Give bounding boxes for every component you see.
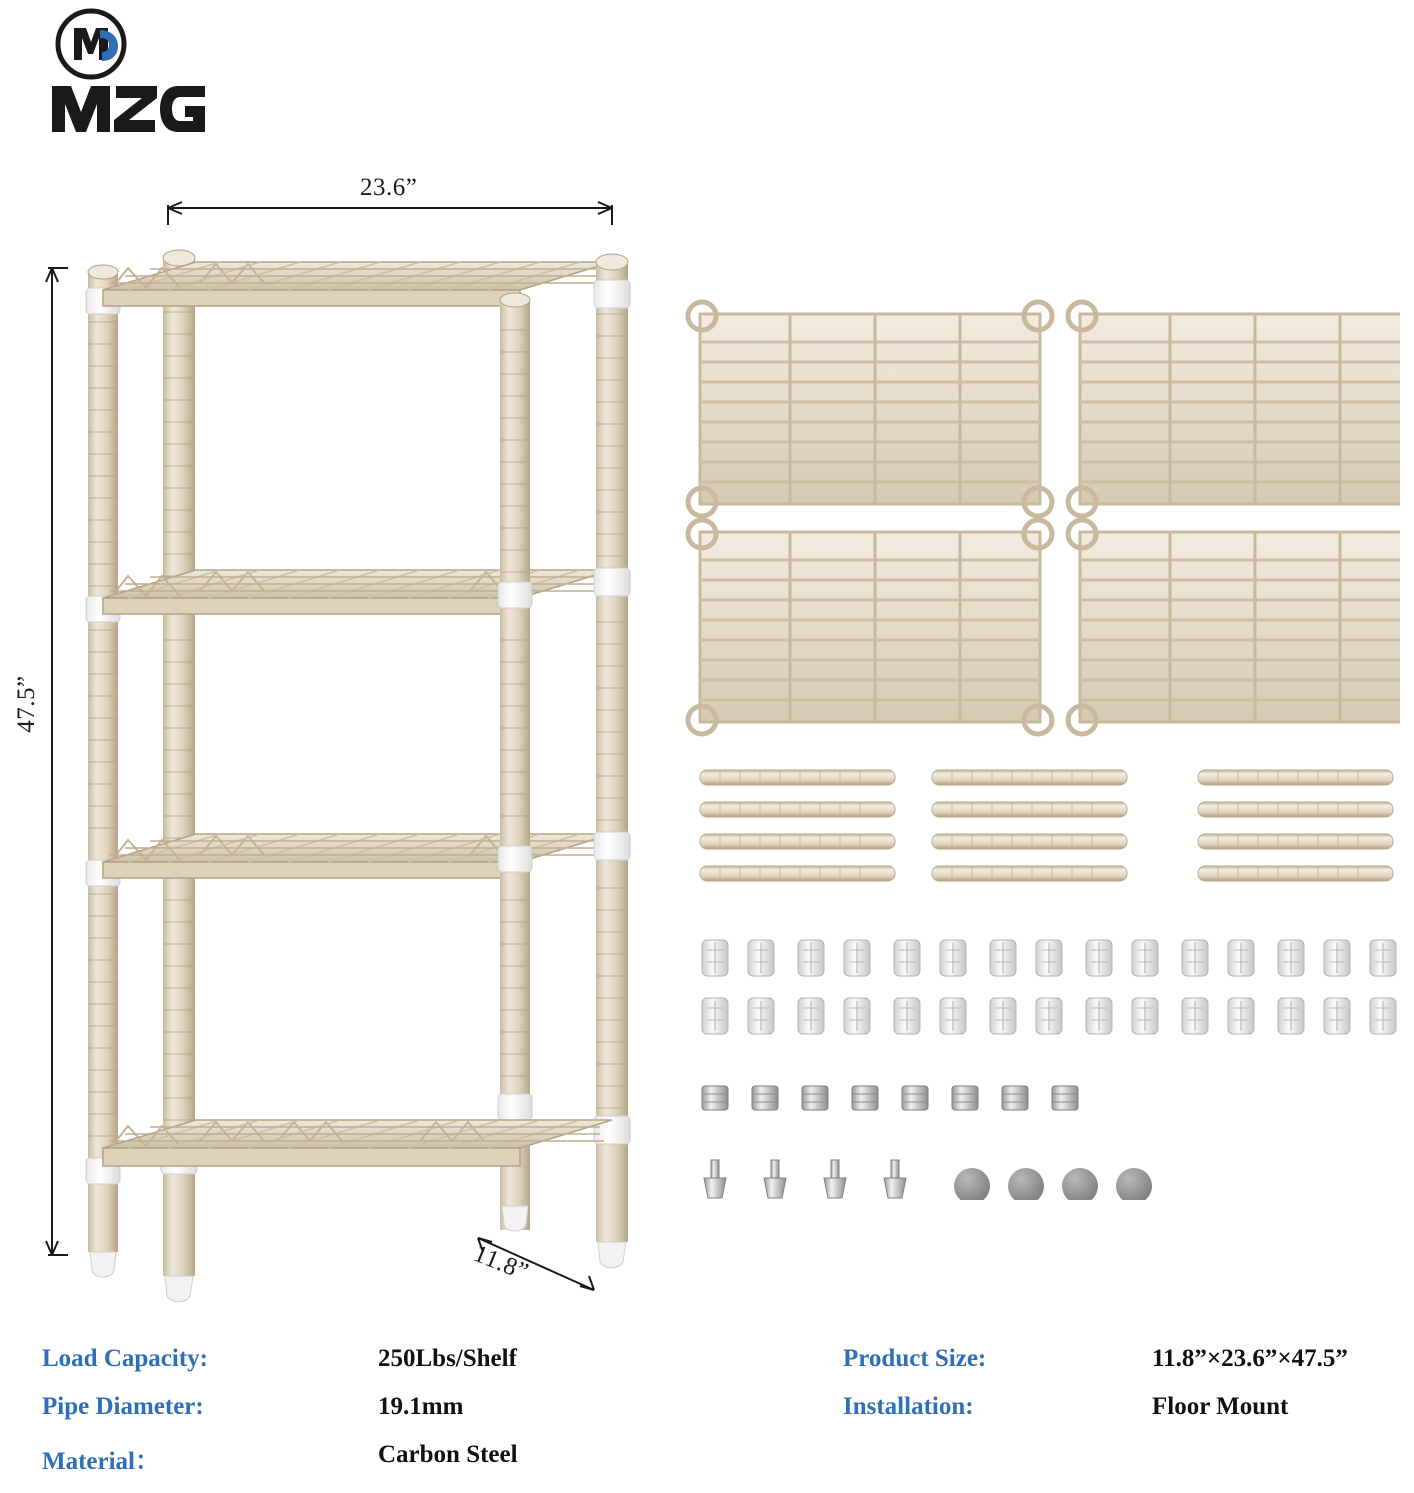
spec-value-material: Carbon Steel bbox=[378, 1441, 518, 1468]
shelf-panel-2 bbox=[103, 570, 612, 614]
shelf-panel-3 bbox=[103, 834, 612, 878]
part-shelf-2 bbox=[1068, 302, 1400, 516]
specifications-table bbox=[0, 1345, 1414, 1493]
pole-rear-right bbox=[498, 293, 532, 1231]
part-clips bbox=[702, 940, 1396, 1034]
spec-value-installation: Floor Mount bbox=[1152, 1393, 1289, 1420]
width-dimension-label: 23.6” bbox=[360, 174, 418, 201]
shelf-panel-4 bbox=[103, 1120, 612, 1166]
part-shelf-1 bbox=[688, 302, 1052, 516]
spec-key-material: Material： bbox=[42, 1448, 161, 1475]
spec-key-load-capacity: Load Capacity: bbox=[42, 1345, 208, 1372]
part-end-caps bbox=[954, 1168, 1152, 1200]
spec-key-pipe-diameter: Pipe Diameter: bbox=[42, 1393, 204, 1420]
part-feet bbox=[704, 1160, 906, 1198]
parts-list-illustration bbox=[660, 280, 1400, 1200]
pole-rear-left bbox=[86, 265, 120, 1277]
depth-dimension-label: 11.8” bbox=[469, 1240, 533, 1287]
pole-front-right bbox=[594, 254, 630, 1268]
spec-value-pipe-diameter: 19.1mm bbox=[378, 1393, 464, 1420]
spec-row-3 bbox=[0, 1441, 1414, 1489]
spec-key-product-size: Product Size: bbox=[843, 1345, 987, 1372]
spec-key-installation: Installation: bbox=[843, 1393, 974, 1420]
part-connectors bbox=[702, 1086, 1078, 1110]
spec-row-2 bbox=[0, 1393, 1414, 1441]
height-dimension-label: 47.5” bbox=[13, 675, 40, 733]
spec-row-1 bbox=[0, 1345, 1414, 1393]
part-shelf-3 bbox=[688, 520, 1052, 734]
part-shelf-4 bbox=[1068, 520, 1400, 734]
shelf-panel-1 bbox=[103, 262, 612, 306]
spec-value-load-capacity: 250Lbs/Shelf bbox=[378, 1345, 517, 1372]
spec-value-product-size: 11.8”×23.6”×47.5” bbox=[1152, 1345, 1348, 1372]
part-poles bbox=[700, 770, 1393, 881]
wire-shelving-rack-illustration bbox=[0, 0, 680, 1330]
